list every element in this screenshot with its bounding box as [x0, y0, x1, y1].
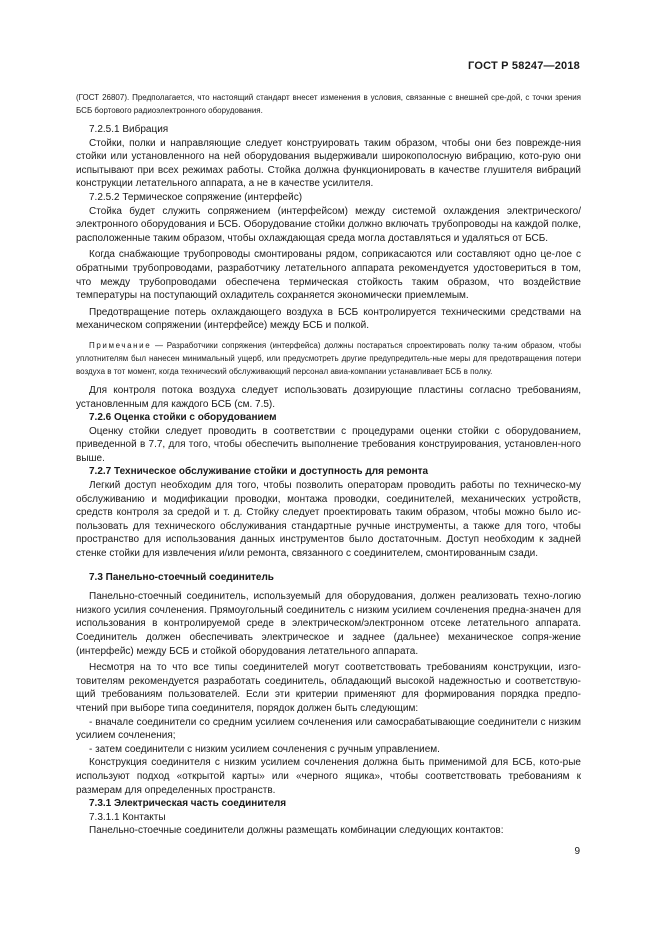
paragraph-air-flow: Для контроля потока воздуха следует использовать дозирующие пластины согласно требованиям, установленным для каждого БСБ (см. 7.5).: [76, 384, 581, 410]
paragraph-connector-design: Конструкция соединителя с низким усилием сочленения должна быть применимой для БСБ, кото-рые используют подход «открытой карты» или «черного ящика», чтобы соответствовать требованиям к размерам для определенных пространств.: [76, 757, 581, 796]
list-item: - затем соединители с низким усилием сочленения с ручным управлением.: [89, 743, 440, 755]
note-text: — Разработчики сопряжения (интерфейса) должны постараться спроектировать полку та-ким образом, чтобы уплотнителям был нанесен минимальный ущерб, или предусмотреть другие предупредитель-ные меры для предотвращения потери воздуха в тот момент, когда технический обслуживающий персонал авиа-компании устанавливает БСБ в полку.: [76, 340, 581, 376]
heading-7-3-1: 7.3.1 Электрическая часть соединителя: [89, 798, 287, 810]
paragraph-maintenance: Легкий доступ необходим для того, чтобы позволить операторам проводить работы по техническо-му обслуживанию и модификации проводки, монтажа проводки, соединителей, механических устройств, средств контроля за средой и т. д. Стойку следует проектировать таким образом, чтобы можно было ис-пользовать для технического обслуживания стандартные ручные инструменты, а также для того, чтобы пространство для использования данных инструментов было достаточным. Доступ необходим к задней стенке стойки для извлечения и/или ремонта, связанного с соединителем, смонтированным сзади.: [76, 480, 581, 560]
page-content: [76, 91, 581, 838]
paragraph-contacts: Панельно-стоечные соединители должны размещать комбинации следующих контактов:: [89, 825, 504, 837]
note-label: Примечание: [89, 340, 152, 350]
list-item: - вначале соединители со средним усилием сочленения или самосрабатывающие соединители с низким усилием сочленения;: [76, 716, 581, 742]
heading-7-2-6: 7.2.6 Оценка стойки с оборудованием: [89, 412, 277, 424]
paragraph-connector-preferences: Несмотря на то что все типы соединителей могут соответствовать требованиям конструкции, изго-товителям рекомендуется разработать соединитель, обладающий высокой надежностью и соответствую-щий требованиям пользователей. Если эти критерии применяют для формирования порядка предпо-чтений при выборе типа соединителя, порядок должен быть следующим:: [76, 662, 581, 714]
paragraph-thermal-interface: Стойка будет служить сопряжением (интерфейсом) между системой охлаждения электрического/электронного оборудования и БСБ. Оборудование стойки должно включать трубопроводы на каждой полке, расположенные таким образом, чтобы охлаждающая среда могла доставляться и удаляться от БСБ.: [76, 205, 581, 244]
note: [76, 339, 581, 378]
heading-7-2-5-2: 7.2.5.2 Термическое сопряжение (интерфейс): [89, 191, 303, 203]
heading-7-3-1-1: 7.3.1.1 Контакты: [89, 811, 166, 823]
paragraph-air-loss: Предотвращение потерь охлаждающего воздуха в БСБ контролируется техническими средствами на механическом сопряжении (интерфейсе) между БСБ и полкой.: [76, 306, 581, 332]
page-number: 9: [574, 846, 580, 857]
paragraph-connector: Панельно-стоечный соединитель, используемый для оборудования, должен реализовать техно-логию низкого усилия сочленения. Прямоугольный соединитель с низким усилием сочленения предна-значен для использования в контролируемой среде в электрическом/электронном отсеке летательного аппарата. Соединитель должен обеспечивать электрическое и заднее (дальнее) механическое сопря-жение (интерфейс) между БСБ и стойкой оборудования летательного аппарата.: [76, 591, 581, 657]
paragraph-gost-26807: (ГОСТ 26807). Предполагается, что настоящий стандарт внесет изменения в условия, связанные с внешней сре-дой, с точки зрения БСБ бортового радиоэлектронного оборудования.: [76, 93, 581, 115]
standard-number: ГОСТ Р 58247—2018: [468, 60, 580, 72]
heading-7-3: 7.3 Панельно-стоечный соединитель: [89, 571, 274, 583]
heading-7-2-7: 7.2.7 Техническое обслуживание стойки и доступность для ремонта: [89, 466, 429, 478]
heading-7-2-5-1: 7.2.5.1 Вибрация: [89, 124, 169, 135]
paragraph-vibration: Стойки, полки и направляющие следует конструировать таким образом, чтобы они без поврежде-ния стойки или установленного на ней оборудования выдерживали широкополосную вибрацию, кото-рую они испытывают при всех режимах работы. Стойка должна функционировать в качестве глушителя вибраций конструкции летательного аппарата, а не в качестве усилителя.: [76, 137, 581, 190]
paragraph-rack-evaluation: Оценку стойки следует проводить в соответствии с процедурами оценки стойки с оборудованием, приведенной в 7.7, для того, чтобы обеспечить выполнение требования конструирования, установлен-ного выше.: [76, 425, 581, 464]
paragraph-pipelines: Когда снабжающие трубопроводы смонтированы рядом, соприкасаются или составляют одно це-лое с обратными трубопроводами, разработчику летательного аппарата рекомендуется удостовериться в том, что между трубопроводами обеспечена термическая стойкость таким образом, что воздействие температуры на поступающий охладитель сохраняется экономически приемлемым.: [76, 249, 581, 302]
